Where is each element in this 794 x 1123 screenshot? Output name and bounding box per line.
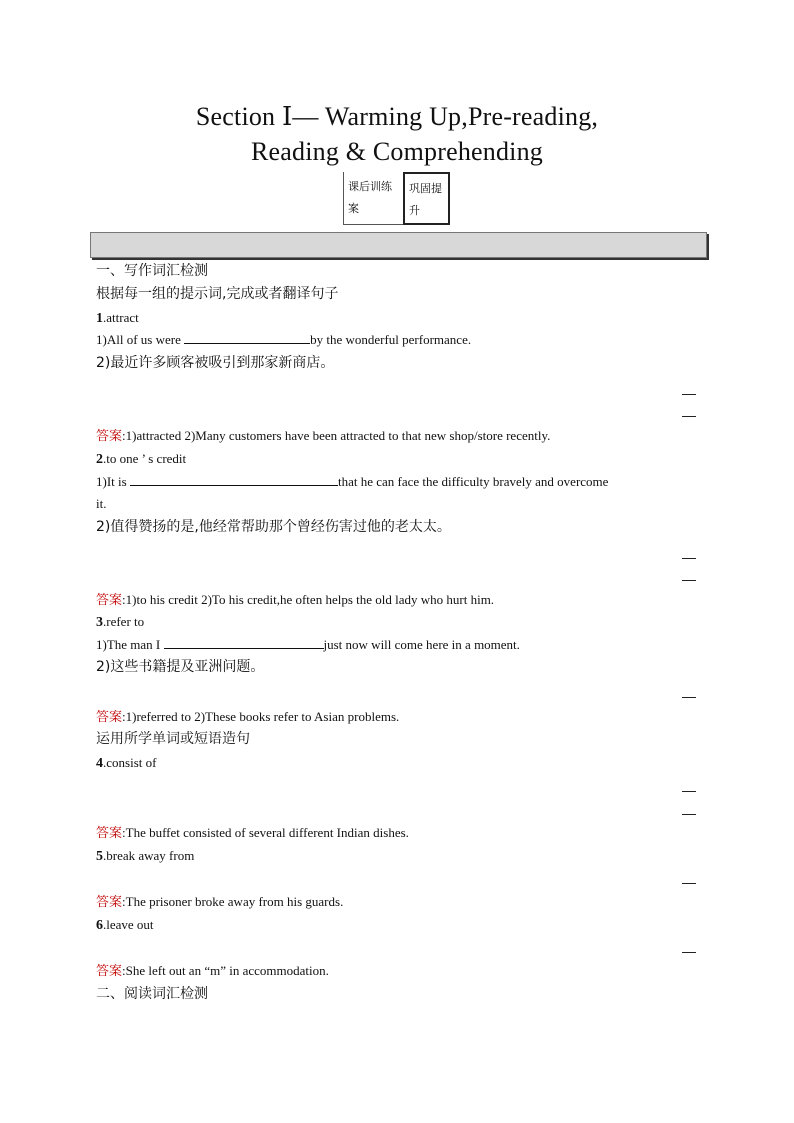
answer-line[interactable]	[682, 791, 696, 792]
answer-1	[96, 427, 550, 446]
question-keyword: .attract	[103, 310, 139, 325]
answer-line[interactable]	[682, 394, 696, 395]
answer-line[interactable]	[682, 952, 696, 953]
question-keyword: .leave out	[103, 917, 154, 932]
answer-2	[96, 591, 494, 610]
question-number: 6	[96, 918, 103, 933]
question-keyword: .to one ’ s credit	[103, 451, 187, 466]
tab-consolidate[interactable]: 巩固提升	[403, 172, 450, 225]
question-3-heading	[96, 613, 144, 632]
answer-label: 答案	[96, 895, 123, 910]
fill-blank[interactable]	[130, 473, 338, 486]
question-number: 5	[96, 849, 103, 864]
answer-3	[96, 708, 399, 727]
question-4-heading	[96, 754, 156, 773]
question-1-heading	[96, 309, 139, 328]
answer-line[interactable]	[682, 883, 696, 884]
answer-4	[96, 824, 409, 843]
sentence-text: by the wonderful performance.	[310, 332, 472, 347]
question-number: 4	[96, 756, 103, 771]
answer-text: :The buffet consisted of several different Indian dishes.	[122, 825, 409, 840]
answer-line[interactable]	[682, 580, 696, 581]
question-2-sentence-2: 2)值得赞扬的是,他经常帮助那个曾经伤害过他的老太太。	[96, 519, 451, 535]
sentence-text: 1)The man I	[96, 637, 164, 652]
section-heading-writing: 一、写作词汇检测	[96, 263, 208, 279]
sentence-text: 1)All of us were	[96, 332, 185, 347]
instruction-complete-translate: 根据每一组的提示词,完成或者翻译句子	[96, 286, 339, 302]
tab-group	[343, 172, 450, 227]
answer-line[interactable]	[682, 697, 696, 698]
question-3-sentence-2: 2)这些书籍提及亚洲问题。	[96, 659, 265, 675]
answer-5	[96, 893, 343, 912]
answer-label: 答案	[96, 964, 123, 979]
sentence-text: 1)It is	[96, 474, 130, 489]
answer-6	[96, 962, 329, 981]
answer-text: :The prisoner broke away from his guards.	[122, 894, 344, 909]
question-number: 3	[96, 615, 103, 630]
sentence-text: just now will come here in a moment.	[323, 637, 520, 652]
answer-text: :1)attracted 2)Many customers have been attracted to that new shop/store recently.	[122, 428, 551, 443]
question-keyword: .refer to	[103, 614, 145, 629]
answer-text: :1)referred to 2)These books refer to Asian problems.	[122, 709, 400, 724]
question-3-sentence-1	[96, 636, 520, 654]
question-1-sentence-1	[96, 331, 471, 349]
fill-blank[interactable]	[164, 636, 324, 649]
sentence-text: that he can face the difficulty bravely and overcome	[337, 474, 609, 489]
answer-label: 答案	[96, 593, 123, 608]
answer-label: 答案	[96, 429, 123, 444]
tab-homework-plan[interactable]: 课后训练案	[343, 172, 403, 225]
page-title-line2: Reading & Comprehending	[251, 137, 543, 166]
answer-line[interactable]	[682, 558, 696, 559]
answer-label: 答案	[96, 826, 123, 841]
answer-line[interactable]	[682, 416, 696, 417]
question-2-sentence-1	[96, 473, 608, 491]
answer-line[interactable]	[682, 814, 696, 815]
instruction-make-sentences: 运用所学单词或短语造句	[96, 731, 250, 747]
answer-text: :1)to his credit 2)To his credit,he often helps the old lady who hurt him.	[122, 592, 495, 607]
fill-blank[interactable]	[184, 331, 310, 344]
section-header-bar	[90, 232, 707, 258]
section-heading-reading: 二、阅读词汇检测	[96, 986, 208, 1002]
page-title-line1: Section Ⅰ— Warming Up,Pre-reading,	[195, 102, 599, 131]
question-keyword: .consist of	[103, 755, 157, 770]
question-6-heading	[96, 916, 154, 935]
question-5-heading	[96, 847, 194, 866]
question-1-sentence-2: 2)最近许多顾客被吸引到那家新商店。	[96, 355, 335, 371]
question-number: 2	[96, 452, 103, 467]
question-number: 1	[96, 311, 103, 326]
question-2-sentence-1-cont: it.	[96, 496, 107, 511]
answer-text: :She left out an “m” in accommodation.	[122, 963, 329, 978]
answer-label: 答案	[96, 710, 123, 725]
question-keyword: .break away from	[103, 848, 195, 863]
question-2-heading	[96, 450, 186, 469]
